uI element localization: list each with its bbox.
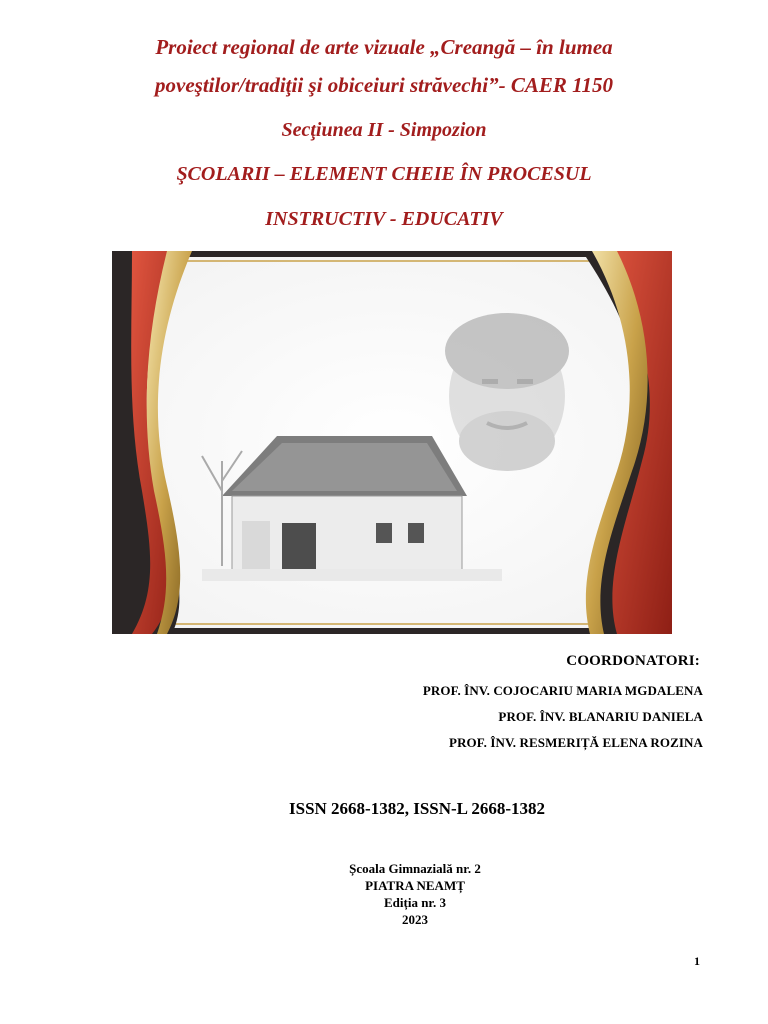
theme-title-line-1: ŞCOLARII – ELEMENT CHEIE ÎN PROCESUL — [176, 163, 592, 185]
issn-line: ISSN 2668-1382, ISSN-L 2668-1382 — [289, 799, 545, 818]
project-title-line-1: Proiect regional de arte vizuale „Creangă – în lumea — [155, 35, 613, 59]
coordinator-name: PROF. ÎNV. COJOCARIU MARIA MGDALENA — [422, 683, 703, 698]
school-city: PIATRA NEAMȚ — [365, 878, 465, 893]
framed-house-and-portrait-icon — [112, 251, 672, 634]
coordinators-heading: COORDONATORI: — [566, 653, 700, 669]
publication-year: 2023 — [402, 912, 428, 927]
coordinator-name: PROF. ÎNV. RESMERIȚĂ ELENA ROZINA — [449, 735, 703, 750]
theme-title-line-2: INSTRUCTIV - EDUCATIV — [265, 208, 503, 230]
edition-number: Ediția nr. 3 — [383, 895, 446, 910]
project-title-line-2: poveştilor/tradiţii şi obiceiuri străvechi”- CAER 1150 — [155, 73, 613, 97]
coordinator-name: PROF. ÎNV. BLANARIU DANIELA — [498, 709, 703, 724]
school-name: Școala Gimnazială nr. 2 — [349, 861, 481, 876]
section-title: Secţiunea II - Simpozion — [281, 119, 487, 141]
page-number: 1 — [694, 954, 700, 968]
cover-image — [112, 251, 672, 634]
